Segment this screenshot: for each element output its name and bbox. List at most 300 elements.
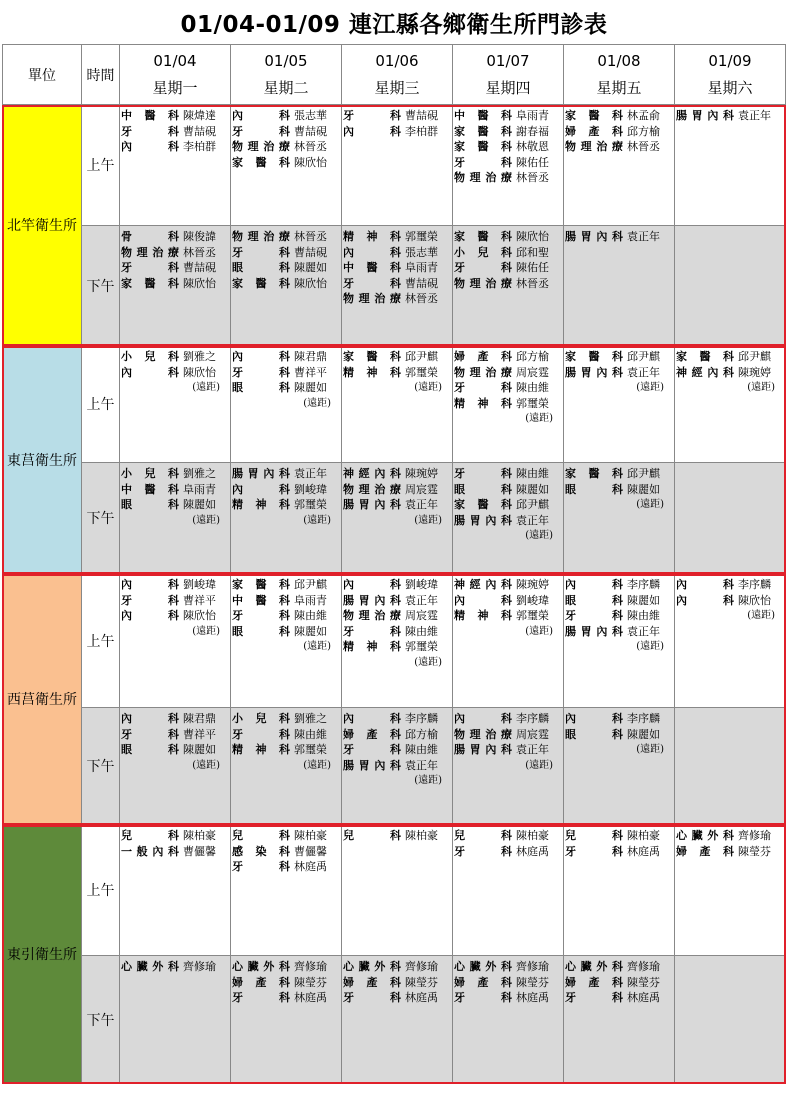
clinic-entry xyxy=(121,959,230,975)
remote-note: (遠距) xyxy=(525,530,553,541)
schedule-cell xyxy=(453,226,564,346)
clinic-entry xyxy=(232,990,341,1006)
doctor-name: 林晉丞 xyxy=(294,140,327,153)
department: 牙科 xyxy=(454,991,512,1004)
department: 牙科 xyxy=(454,381,512,394)
schedule-cell xyxy=(675,825,786,956)
doctor-name: 郭璽榮 xyxy=(405,640,438,653)
department: 內科 xyxy=(121,609,179,622)
doctor-name: 陳欣怡 xyxy=(738,593,771,607)
doctor-name: 林庭禹 xyxy=(627,991,660,1004)
department: 內科 xyxy=(454,712,512,725)
clinic-entry xyxy=(121,124,230,140)
schedule-cell xyxy=(231,346,342,463)
clinic-entry xyxy=(565,482,674,498)
clinic-entry xyxy=(565,577,674,593)
period-morning: 上午 xyxy=(82,574,120,708)
period-afternoon: 下午 xyxy=(82,226,120,346)
doctor-name: 劉雅之 xyxy=(183,350,216,363)
doctor-name: 郭璽榮 xyxy=(516,609,549,622)
department: 精神科 xyxy=(343,230,401,243)
doctor-name: 陳麗如 xyxy=(183,498,216,511)
period-afternoon: 下午 xyxy=(82,956,120,1084)
schedule-cell xyxy=(453,463,564,574)
schedule-cell xyxy=(675,708,786,825)
clinic-entry xyxy=(121,139,230,155)
day-weekday: 星期六 xyxy=(707,78,753,97)
day-header xyxy=(342,45,453,105)
page-title: 01/04-01/09 連江縣各鄉衛生所門診表 xyxy=(180,12,608,38)
clinic-entry xyxy=(454,513,563,529)
department: 眼科 xyxy=(232,381,290,394)
clinic-entry xyxy=(454,844,563,860)
department: 牙科 xyxy=(343,991,401,1004)
clinic-entry xyxy=(454,396,563,412)
unit-name-cell: 東引衛生所 xyxy=(3,825,82,1084)
schedule-cell xyxy=(342,346,453,463)
clinic-entry xyxy=(454,139,563,155)
department: 內科 xyxy=(121,712,179,725)
remote-note: (遠距) xyxy=(192,625,220,637)
schedule-cell xyxy=(231,825,342,956)
schedule-cell xyxy=(231,105,342,226)
department: 眼科 xyxy=(232,624,290,638)
department: 精神科 xyxy=(232,498,290,511)
schedule-cell xyxy=(120,825,231,956)
schedule-cell xyxy=(231,708,342,825)
clinic-entry xyxy=(121,727,230,743)
schedule-cell xyxy=(453,346,564,463)
doctor-name: 阜雨青 xyxy=(294,593,327,607)
department: 家醫科 xyxy=(454,140,512,153)
department: 小兒科 xyxy=(121,467,179,480)
doctor-name: 陳由維 xyxy=(627,609,660,622)
department: 眼科 xyxy=(565,727,623,741)
department: 家醫科 xyxy=(676,350,734,363)
department: 物理治療 xyxy=(565,140,623,153)
department: 眼科 xyxy=(565,482,623,496)
schedule-cell xyxy=(231,226,342,346)
clinic-entry xyxy=(232,380,341,396)
clinic-entry xyxy=(232,466,341,482)
schedule-cell xyxy=(120,346,231,463)
clinic-entry xyxy=(121,365,230,381)
doctor-name: 劉峻瑋 xyxy=(183,578,216,591)
clinic-entry xyxy=(454,365,563,381)
department: 內科 xyxy=(676,578,734,591)
department: 內科 xyxy=(343,124,401,138)
clinic-entry xyxy=(454,108,563,124)
schedule-row xyxy=(3,574,786,708)
schedule-cell xyxy=(342,825,453,956)
clinic-entry xyxy=(121,844,230,860)
department: 物理治療 xyxy=(454,276,512,290)
department: 家醫科 xyxy=(454,498,512,511)
schedule-cell xyxy=(675,956,786,1084)
remote-note: (遠距) xyxy=(525,413,553,424)
clinic-entry xyxy=(121,608,230,624)
department: 小兒科 xyxy=(121,350,179,363)
doctor-name: 張志華 xyxy=(405,245,438,259)
clinic-entry xyxy=(121,349,230,365)
schedule-cell xyxy=(342,226,453,346)
day-date: 01/05 xyxy=(264,51,308,70)
department: 心臟外科 xyxy=(343,960,401,973)
department: 家醫科 xyxy=(232,578,290,591)
doctor-name: 陳琬婷 xyxy=(405,467,438,480)
clinic-entry xyxy=(343,108,452,124)
doctor-name: 陳由維 xyxy=(405,743,438,756)
period-afternoon: 下午 xyxy=(82,708,120,825)
department: 婦產科 xyxy=(232,975,290,989)
department: 牙科 xyxy=(232,991,290,1004)
department: 牙科 xyxy=(454,844,512,858)
department: 內科 xyxy=(232,109,290,122)
doctor-name: 陳瑩芬 xyxy=(516,975,549,989)
day-weekday: 星期四 xyxy=(485,78,531,97)
doctor-name: 周宸霆 xyxy=(405,609,438,622)
department: 婦產科 xyxy=(454,350,512,363)
department: 內科 xyxy=(232,482,290,496)
department: 物理治療 xyxy=(454,171,512,184)
clinic-entry xyxy=(232,608,341,624)
doctor-name: 郭璽榮 xyxy=(405,365,438,379)
remote-note: (遠距) xyxy=(636,641,664,652)
clinic-entry xyxy=(454,497,563,513)
doctor-name: 陳麗如 xyxy=(627,593,660,607)
day-weekday: 星期五 xyxy=(596,78,642,97)
clinic-entry xyxy=(565,624,674,640)
department: 小兒科 xyxy=(454,245,512,259)
clinic-entry xyxy=(232,959,341,975)
clinic-entry xyxy=(343,711,452,727)
doctor-name: 曹喆硯 xyxy=(294,124,327,138)
schedule-row xyxy=(3,105,786,226)
clinic-entry xyxy=(454,170,563,186)
department: 感染科 xyxy=(232,844,290,858)
doctor-name: 陳柏豪 xyxy=(183,829,216,842)
remote-note: (遠距) xyxy=(303,759,331,771)
clinic-entry xyxy=(232,349,341,365)
clinic-entry xyxy=(232,577,341,593)
schedule-cell xyxy=(675,226,786,346)
clinic-entry xyxy=(121,245,230,261)
department: 腸胃內科 xyxy=(565,230,623,243)
doctor-name: 周宸霆 xyxy=(516,727,549,741)
department: 腸胃內科 xyxy=(676,109,734,122)
doctor-name: 劉峻瑋 xyxy=(405,578,438,591)
department: 心臟外科 xyxy=(232,960,290,973)
schedule-cell xyxy=(675,463,786,574)
clinic-entry xyxy=(121,497,230,513)
doctor-name: 李序麟 xyxy=(405,712,438,725)
department: 婦產科 xyxy=(343,727,401,741)
clinic-entry xyxy=(565,229,674,245)
department: 精神科 xyxy=(343,365,401,379)
department: 腸胃內科 xyxy=(343,593,401,607)
doctor-name: 劉雅之 xyxy=(294,712,327,725)
doctor-name: 郭璽榮 xyxy=(294,498,327,511)
department: 物理治療 xyxy=(454,727,512,741)
doctor-name: 袁正年 xyxy=(405,758,438,772)
department: 家醫科 xyxy=(343,350,401,363)
clinic-entry xyxy=(232,828,341,844)
remote-note: (遠距) xyxy=(636,382,664,393)
doctor-name: 李序麟 xyxy=(627,578,660,591)
clinic-entry xyxy=(343,758,452,774)
clinic-entry xyxy=(343,577,452,593)
doctor-name: 陳麗如 xyxy=(627,727,660,741)
schedule-cell xyxy=(564,226,675,346)
clinic-entry xyxy=(565,844,674,860)
department: 內科 xyxy=(565,712,623,725)
doctor-name: 林庭禹 xyxy=(294,860,327,873)
doctor-name: 邱尹麒 xyxy=(405,350,438,363)
clinic-entry xyxy=(343,742,452,758)
doctor-name: 齊修瑜 xyxy=(627,960,660,973)
day-weekday: 星期二 xyxy=(263,78,309,97)
doctor-name: 袁正年 xyxy=(627,230,660,243)
clinic-entry xyxy=(565,349,674,365)
clinic-entry xyxy=(454,608,563,624)
clinic-entry xyxy=(232,260,341,276)
doctor-name: 陳由維 xyxy=(516,381,549,394)
clinic-entry xyxy=(676,365,785,381)
clinic-entry xyxy=(454,727,563,743)
doctor-name: 曹喆硯 xyxy=(405,109,438,122)
schedule-cell xyxy=(120,226,231,346)
clinic-entry xyxy=(232,593,341,609)
clinic-entry xyxy=(343,260,452,276)
clinic-entry xyxy=(121,711,230,727)
clinic-entry xyxy=(343,639,452,655)
doctor-name: 林晉丞 xyxy=(294,230,327,243)
department: 腸胃內科 xyxy=(343,758,401,772)
clinic-entry xyxy=(454,959,563,975)
department: 牙科 xyxy=(565,609,623,622)
schedule-cell xyxy=(342,105,453,226)
clinic-entry xyxy=(565,727,674,743)
department: 腸胃內科 xyxy=(232,467,290,480)
clinic-entry xyxy=(454,711,563,727)
schedule-cell xyxy=(453,956,564,1084)
doctor-name: 林晉丞 xyxy=(516,171,549,184)
clinic-entry xyxy=(343,245,452,261)
department: 一般內科 xyxy=(121,844,179,858)
clinic-entry xyxy=(454,828,563,844)
clinic-entry xyxy=(565,959,674,975)
doctor-name: 袁正年 xyxy=(294,467,327,480)
clinic-schedule-table xyxy=(2,44,786,1084)
department: 婦產科 xyxy=(565,124,623,138)
doctor-name: 曹儷馨 xyxy=(294,844,327,858)
clinic-entry xyxy=(343,291,452,307)
department: 家醫科 xyxy=(565,109,623,122)
schedule-cell xyxy=(231,574,342,708)
doctor-name: 李序麟 xyxy=(627,712,660,725)
doctor-name: 劉峻瑋 xyxy=(516,593,549,607)
doctor-name: 林庭禹 xyxy=(627,844,660,858)
schedule-cell xyxy=(231,956,342,1084)
doctor-name: 陳瑩芬 xyxy=(738,844,771,858)
clinic-entry xyxy=(454,276,563,292)
clinic-entry xyxy=(343,349,452,365)
schedule-row xyxy=(3,346,786,463)
schedule-cell xyxy=(453,574,564,708)
remote-note: (遠距) xyxy=(636,744,664,755)
schedule-cell xyxy=(120,956,231,1084)
schedule-cell xyxy=(564,825,675,956)
clinic-entry xyxy=(232,245,341,261)
doctor-name: 林敬恩 xyxy=(516,140,549,153)
day-date: 01/08 xyxy=(597,51,641,70)
department: 牙科 xyxy=(565,844,623,858)
doctor-name: 曹喆硯 xyxy=(294,245,327,259)
clinic-entry xyxy=(232,276,341,292)
department: 腸胃內科 xyxy=(454,743,512,756)
remote-note: (遠距) xyxy=(303,397,331,409)
schedule-cell xyxy=(342,463,453,574)
doctor-name: 陳柏豪 xyxy=(516,829,549,842)
department: 兒科 xyxy=(121,829,179,842)
clinic-entry xyxy=(565,828,674,844)
remote-note: (遠距) xyxy=(747,610,775,621)
department: 牙科 xyxy=(232,727,290,741)
day-header xyxy=(453,45,564,105)
department: 中醫科 xyxy=(121,482,179,496)
department: 小兒科 xyxy=(232,712,290,725)
department: 心臟外科 xyxy=(454,960,512,973)
doctor-name: 郭璽榮 xyxy=(294,743,327,756)
department: 內科 xyxy=(676,593,734,607)
clinic-entry xyxy=(676,349,785,365)
doctor-name: 陳柏豪 xyxy=(294,829,327,842)
clinic-entry xyxy=(343,727,452,743)
clinic-entry xyxy=(232,727,341,743)
day-header xyxy=(564,45,675,105)
doctor-name: 謝春福 xyxy=(516,124,549,138)
doctor-name: 陳欣怡 xyxy=(294,276,327,290)
department: 婦產科 xyxy=(676,844,734,858)
clinic-entry xyxy=(343,593,452,609)
department: 精神科 xyxy=(232,743,290,756)
department: 內科 xyxy=(343,578,401,591)
department: 兒科 xyxy=(232,829,290,842)
schedule-cell xyxy=(453,105,564,226)
doctor-name: 陳佑任 xyxy=(516,261,549,274)
department: 物理治療 xyxy=(454,365,512,379)
doctor-name: 邱尹麒 xyxy=(294,578,327,591)
period-header: 時間 xyxy=(82,45,120,105)
department: 心臟外科 xyxy=(121,960,179,973)
doctor-name: 阜雨青 xyxy=(183,482,216,496)
doctor-name: 袁正年 xyxy=(627,624,660,638)
doctor-name: 李柏群 xyxy=(405,124,438,138)
clinic-entry xyxy=(343,828,452,844)
clinic-entry xyxy=(232,497,341,513)
schedule-cell xyxy=(675,105,786,226)
clinic-entry xyxy=(232,975,341,991)
department: 牙科 xyxy=(343,624,401,638)
period-morning: 上午 xyxy=(82,346,120,463)
doctor-name: 郭璽榮 xyxy=(516,396,549,410)
doctor-name: 曹祥平 xyxy=(183,727,216,741)
clinic-entry xyxy=(343,608,452,624)
clinic-entry xyxy=(565,593,674,609)
department: 神經內科 xyxy=(454,578,512,591)
clinic-entry xyxy=(343,497,452,513)
doctor-name: 陳麗如 xyxy=(294,261,327,274)
doctor-name: 邱和聖 xyxy=(516,245,549,259)
department: 神經內科 xyxy=(343,467,401,480)
doctor-name: 陳俊諱 xyxy=(183,230,216,243)
clinic-entry xyxy=(454,577,563,593)
clinic-entry xyxy=(343,975,452,991)
clinic-entry xyxy=(232,844,341,860)
period-morning: 上午 xyxy=(82,825,120,956)
clinic-entry xyxy=(121,593,230,609)
doctor-name: 陳瑩芬 xyxy=(627,975,660,989)
department: 精神科 xyxy=(454,396,512,410)
schedule-row xyxy=(3,956,786,1084)
department: 中醫科 xyxy=(454,109,512,122)
clinic-entry xyxy=(454,124,563,140)
clinic-entry xyxy=(121,828,230,844)
clinic-entry xyxy=(343,276,452,292)
clinic-entry xyxy=(232,711,341,727)
department: 中醫科 xyxy=(232,593,290,607)
department: 物理治療 xyxy=(232,140,290,153)
department: 家醫科 xyxy=(232,155,290,169)
doctor-name: 陳由維 xyxy=(294,727,327,741)
remote-note: (遠距) xyxy=(192,514,220,526)
clinic-entry xyxy=(343,466,452,482)
clinic-entry xyxy=(676,108,785,124)
doctor-name: 郭璽榮 xyxy=(405,230,438,243)
doctor-name: 陳欣怡 xyxy=(183,609,216,622)
schedule-cell xyxy=(342,708,453,825)
clinic-entry xyxy=(454,349,563,365)
doctor-name: 袁正年 xyxy=(405,498,438,511)
doctor-name: 邱方榆 xyxy=(516,350,549,363)
doctor-name: 周宸霆 xyxy=(405,482,438,496)
department: 精神科 xyxy=(343,640,401,653)
schedule-cell xyxy=(564,105,675,226)
clinic-entry xyxy=(565,608,674,624)
department: 腸胃內科 xyxy=(565,624,623,638)
department: 精神科 xyxy=(454,609,512,622)
clinic-entry xyxy=(232,624,341,640)
doctor-name: 李序麟 xyxy=(738,578,771,591)
doctor-name: 林晉丞 xyxy=(627,140,660,153)
period-morning: 上午 xyxy=(82,105,120,226)
doctor-name: 陳麗如 xyxy=(294,381,327,394)
department: 牙科 xyxy=(454,155,512,169)
clinic-entry xyxy=(343,482,452,498)
clinic-entry xyxy=(232,742,341,758)
doctor-name: 齊修瑜 xyxy=(294,960,327,973)
doctor-name: 陳君鼎 xyxy=(183,712,216,725)
department: 家醫科 xyxy=(565,350,623,363)
schedule-row xyxy=(3,825,786,956)
clinic-entry xyxy=(121,108,230,124)
remote-note: (遠距) xyxy=(192,382,220,393)
department: 婦產科 xyxy=(343,975,401,989)
clinic-entry xyxy=(454,260,563,276)
clinic-entry xyxy=(121,276,230,292)
doctor-name: 曹喆硯 xyxy=(405,276,438,290)
clinic-entry xyxy=(565,108,674,124)
